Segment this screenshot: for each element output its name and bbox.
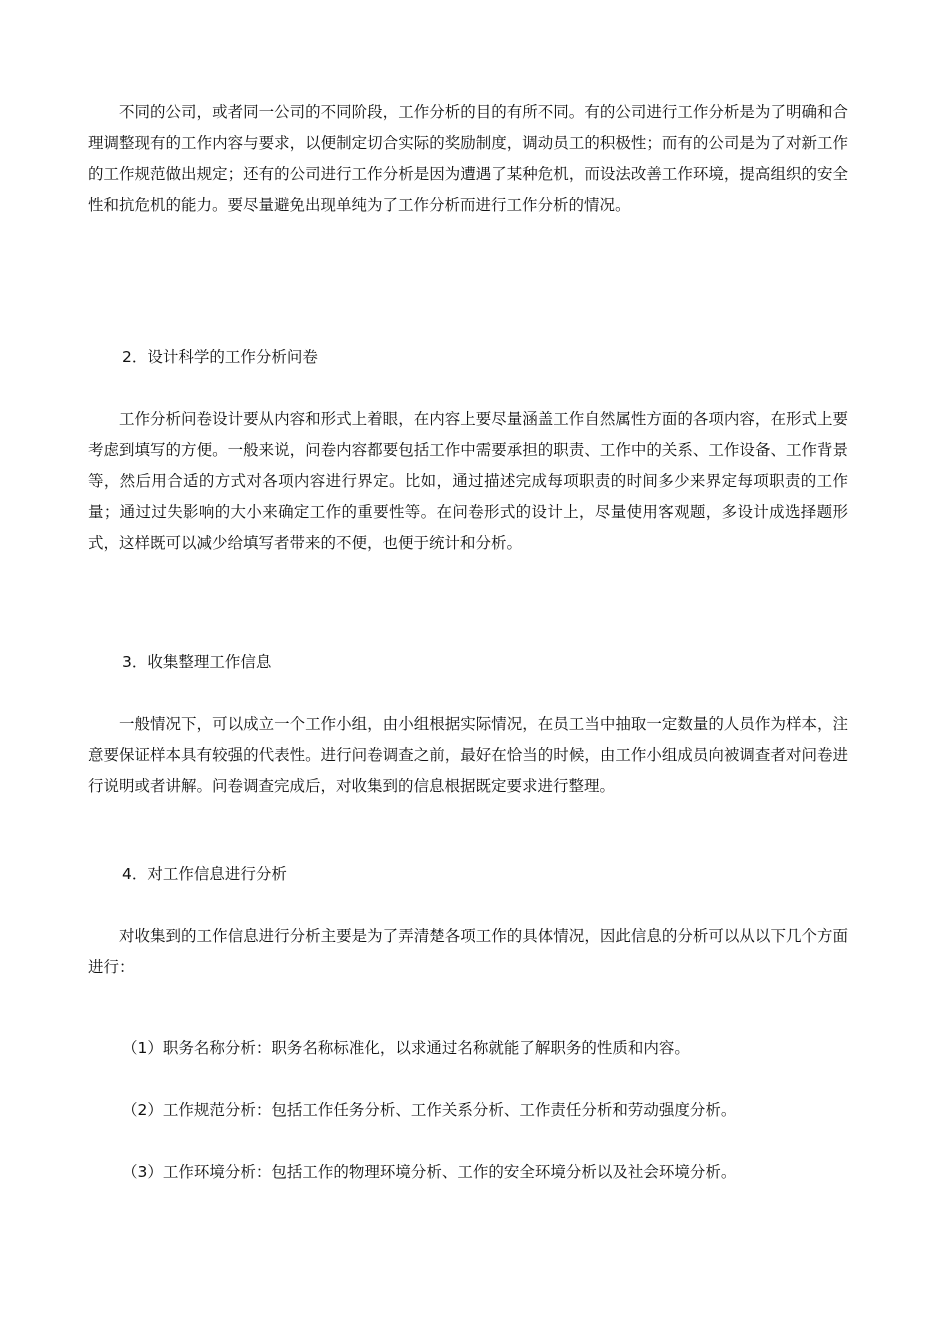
section-paragraph-4: 对收集到的工作信息进行分析主要是为了弄清楚各项工作的具体情况，因此信息的分析可以从以下几个方面进行： [88, 927, 848, 976]
analysis-item-3: （3）工作环境分析：包括工作的物理环境分析、工作的安全环境分析以及社会环境分析。 [122, 1163, 737, 1181]
analysis-item-1: （1）职务名称分析：职务名称标准化，以求通过名称就能了解职务的性质和内容。 [122, 1039, 690, 1057]
section-paragraph-3: 一般情况下，可以成立一个工作小组，由小组根据实际情况，在员工当中抽取一定数量的人员作为样本，注意要保证样本具有较强的代表性。进行问卷调查之前，最好在恰当的时候，由工作小组成员向被调查者对问卷进行说明或者讲解。问卷调查完成后，对收集到的信息根据既定要求进行整理。 [88, 715, 848, 795]
analysis-item-2: （2）工作规范分析：包括工作任务分析、工作关系分析、工作责任分析和劳动强度分析。 [122, 1101, 737, 1119]
intro-paragraph: 不同的公司，或者同一公司的不同阶段，工作分析的目的有所不同。有的公司进行工作分析是为了明确和合理调整现有的工作内容与要求，以便制定切合实际的奖励制度，调动员工的积极性；而有的公司是为了对新工作的工作规范做出规定；还有的公司进行工作分析是因为遭遇了某种危机，而设法改善工作环境，提高组织的安全性和抗危机的能力。要尽量避免出现单纯为了工作分析而进行工作分析的情况。 [88, 103, 848, 214]
section-heading-3: 3．收集整理工作信息 [122, 653, 272, 671]
section-paragraph-2: 工作分析问卷设计要从内容和形式上着眼，在内容上要尽量涵盖工作自然属性方面的各项内容，在形式上要考虑到填写的方便。一般来说，问卷内容都要包括工作中需要承担的职责、工作中的关系、工作设备、工作背景等，然后用合适的方式对各项内容进行界定。比如，通过描述完成每项职责的时间多少来界定每项职责的工作量；通过过失影响的大小来确定工作的重要性等。在问卷形式的设计上，尽量使用客观题，多设计成选择题形式，这样既可以减少给填写者带来的不便，也便于统计和分析。 [88, 410, 848, 552]
section-heading-2: 2．设计科学的工作分析问卷 [122, 348, 318, 366]
section-heading-4: 4．对工作信息进行分析 [122, 865, 287, 883]
